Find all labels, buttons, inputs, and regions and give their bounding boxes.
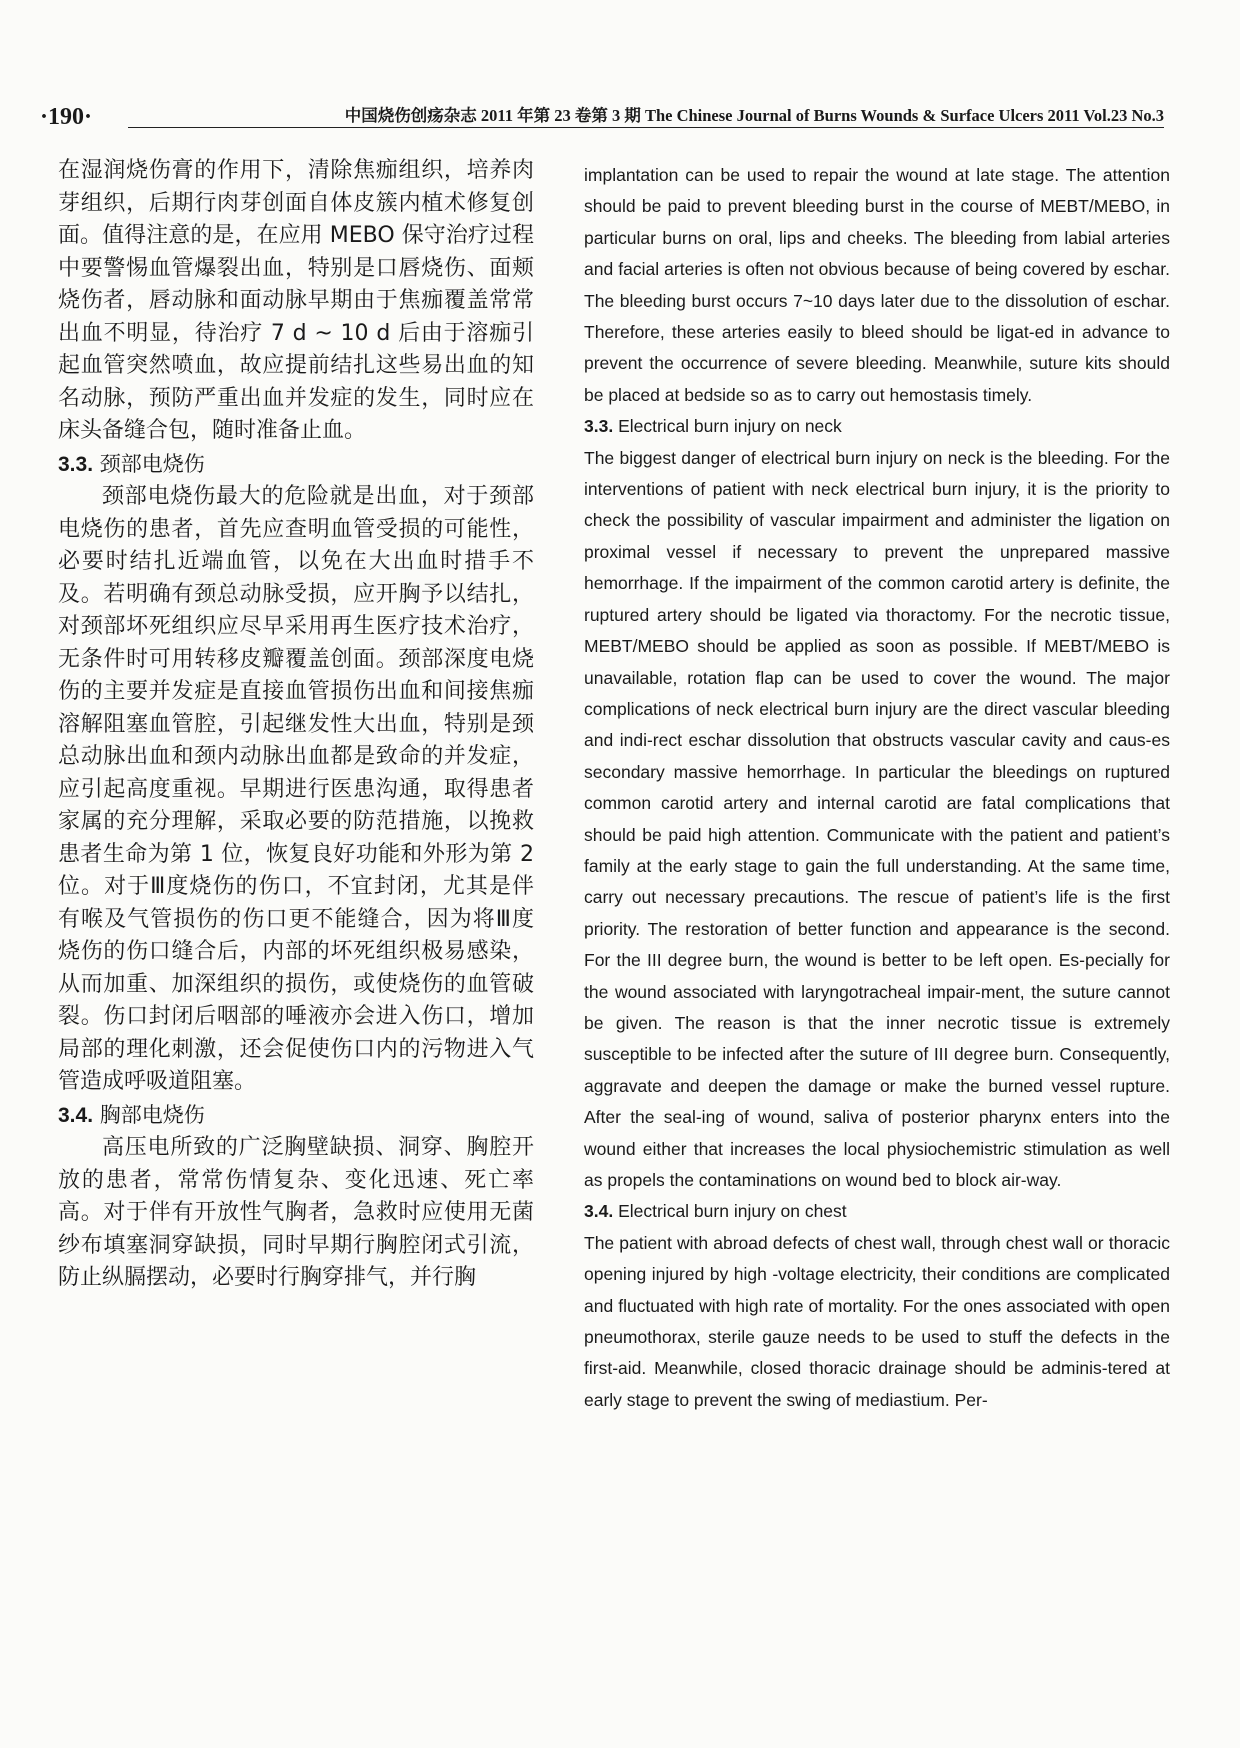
- english-paragraph-1: implantation can be used to repair the wound at late stage. The attention should be paid to prevent bleeding burst in the course of MEBT/MEBO, in particular burns on oral, lips and cheeks. The bleeding from labial arteries and facial arteries is often not obvious because of being covered by eschar. The bleeding burst occurs 7~10 days later due to the dissolution of eschar. Therefore, these arteries easily to bleed should be ligat-ed in advance to prevent the occurrence of severe bleeding. Meanwhile, suture kits should be placed at bedside so as to carry out hemostasis timely.: [584, 165, 1170, 405]
- chinese-column: [58, 155, 534, 1295]
- section-number: 3.4.: [584, 1201, 614, 1222]
- section-title: 胸部电烧伤: [99, 1102, 205, 1127]
- header-rule: [128, 127, 1164, 128]
- section-number: 3.4.: [58, 1103, 94, 1127]
- section-title: 颈部电烧伤: [99, 451, 205, 476]
- section-title: Electrical burn injury on neck: [618, 416, 842, 437]
- section-number: 3.3.: [58, 452, 94, 476]
- english-section-heading-3-4: [584, 1196, 1170, 1227]
- chinese-section-heading-3-3: [58, 448, 534, 482]
- english-paragraph-3: The patient with abroad defects of chest wall, through chest wall or thoracic opening injured by high -voltage electricity, their conditions are complicated and fluctuated with high rate of mortality. For the ones associated with open pneumothorax, sterile gauze needs to be used to stuff the defects in the first-aid. Meanwhile, closed thoracic drainage should be adminis-tered at early stage to prevent the swing of mediastium. Per-: [584, 1232, 1170, 1410]
- english-paragraph-2: The biggest danger of electrical burn injury on neck is the bleeding. For the interventions of patient with neck electrical burn injury, it is the priority to check the possibility of vascular impairment and administer the ligation on proximal vessel if necessary to prevent the unprepared massive hemorrhage. If the impairment of the common carotid artery is definite, the ruptured artery should be ligated via thoractomy. For the necrotic tissue, MEBT/MEBO should be applied as soon as possible. If MEBT/MEBO is unavailable, rotation flap can be used to cover the wound. The major complications of neck electrical burn injury are the direct vascular bleeding and indi-rect eschar dissolution that obstructs vascular cavity and caus-es secondary massive hemorrhage. In particular the bleedings on ruptured common carotid artery and internal carotid are fatal complications that should be paid high attention. Communicate with the patient and patient’s family at the early stage to gain the full understanding. At the same time, carry out necessary precautions. The rescue of patient’s life is the first priority. The restoration of better function and appearance is the second. For the III degree burn, the wound is better to be left open. Es-pecially for the wound associated with laryngotracheal impair-ment, the suture cannot be given. The reason is that the inner necrotic tissue is extremely susceptible to be infected after the suture of III degree burn. Consequently, aggravate and deepen the damage or make the burned vessel rupture. After the seal-ing of wound, saliva of posterior pharynx enters into the wound either that increases the local physiochemistric stimulation as well as propels the contaminations on wound bed to block air-way.: [584, 447, 1170, 1190]
- running-header: 中国烧伤创疡杂志 2011 年第 23 卷第 3 期 The Chinese Journal of Burns Wounds & Surface Ulcers 2011 Vol.23 No.3: [344, 106, 1164, 125]
- english-column: [584, 160, 1170, 1416]
- chinese-paragraph-2: 颈部电烧伤最大的危险就是出血，对于颈部电烧伤的患者，首先应查明血管受损的可能性，必要时结扎近端血管，以免在大出血时措手不及。若明确有颈总动脉受损，应开胸予以结扎，对颈部坏死组织应尽早采用再生医疗技术治疗，无条件时可用转移皮瓣覆盖创面。颈部深度电烧伤的主要并发症是直接血管损伤出血和间接焦痂溶解阻塞血管腔，引起继发性大出血，特别是颈总动脉出血和颈内动脉出血都是致命的并发症，应引起高度重视。早期进行医患沟通，取得患者家属的充分理解，采取必要的防范措施，以挽救患者生命为第 1 位，恢复良好功能和外形为第 2 位。对于Ⅲ度烧伤的伤口，不宜封闭，尤其是伴有喉及气管损伤的伤口更不能缝合，因为将Ⅲ度烧伤的伤口缝合后，内部的坏死组织极易感染，从而加重、加深组织的损伤，或使烧伤的血管破裂。伤口封闭后咽部的唾液亦会进入伤口，增加局部的理化刺激，还会促使伤口内的污物进入气管造成呼吸道阻塞。: [58, 484, 534, 1094]
- chinese-paragraph-3: 高压电所致的广泛胸壁缺损、洞穿、胸腔开放的患者，常常伤情复杂、变化迅速、死亡率高。对于伴有开放性气胸者，急救时应使用无菌纱布填塞洞穿缺损，同时早期行胸腔闭式引流，防止纵膈摆动，必要时行胸穿排气，并行胸: [58, 1135, 534, 1290]
- page-number: ·190·: [40, 104, 93, 130]
- english-section-heading-3-3: [584, 411, 1170, 442]
- section-number: 3.3.: [584, 416, 614, 437]
- chinese-section-heading-3-4: [58, 1099, 534, 1133]
- chinese-paragraph-1: 在湿润烧伤膏的作用下，清除焦痂组织，培养肉芽组织，后期行肉芽创面自体皮簇内植术修复创面。值得注意的是，在应用 MEBO 保守治疗过程中要警惕血管爆裂出血，特别是口唇烧伤、面颊烧伤者，唇动脉和面动脉早期由于焦痂覆盖常常出血不明显，待治疗 7 d ~ 10 d 后由于溶痂引起血管突然喷血，故应提前结扎这些易出血的知名动脉，预防严重出血并发症的发生，同时应在床头备缝合包，随时准备止血。: [58, 158, 534, 443]
- section-title: Electrical burn injury on chest: [618, 1201, 847, 1222]
